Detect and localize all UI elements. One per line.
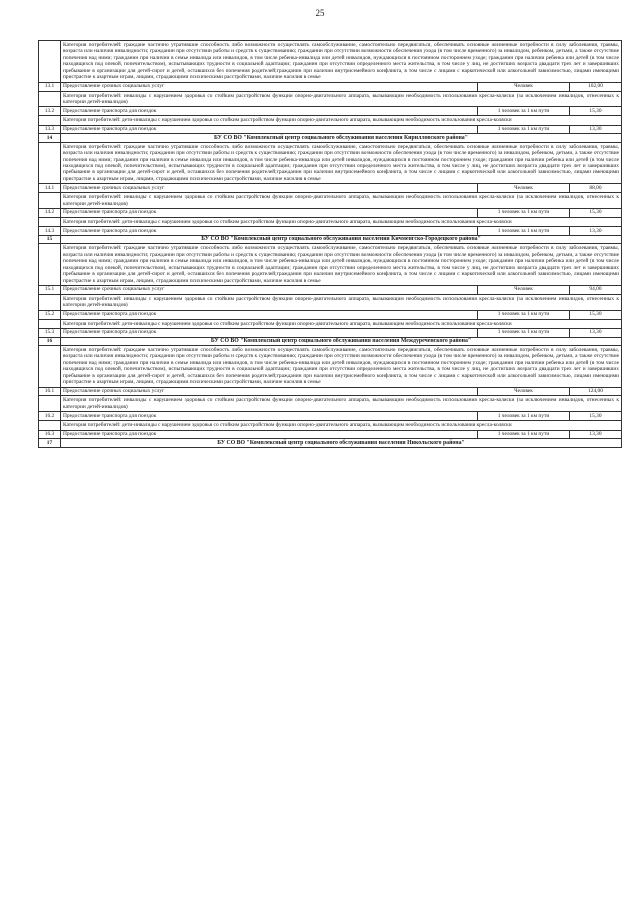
- service-price: 15,30: [569, 107, 621, 116]
- service-name: Предоставление срочных социальных услуг: [61, 387, 478, 396]
- service-unit: 1 человек за 1 км пути: [477, 107, 569, 116]
- service-price: 94,00: [569, 286, 621, 295]
- service-name: Предоставление транспорта для поездок: [61, 310, 478, 319]
- service-unit: 1 человек за 1 км пути: [477, 430, 569, 439]
- row-number-cell: [39, 116, 61, 125]
- service-name: Предоставление транспорта для поездок: [61, 125, 478, 134]
- service-name: Предоставление транспорта для поездок: [61, 328, 478, 337]
- row-number-cell: [39, 396, 61, 412]
- organization-number: 17: [39, 439, 61, 447]
- service-unit: 1 человек за 1 км пути: [477, 328, 569, 337]
- row-number-cell: [39, 345, 61, 387]
- service-price: 13,30: [569, 328, 621, 337]
- service-unit: 1 человек за 1 км пути: [477, 310, 569, 319]
- service-price: 13,30: [569, 125, 621, 134]
- organization-row: [39, 337, 622, 345]
- row-number-cell: [39, 294, 61, 310]
- service-row: [39, 328, 622, 337]
- row-number-cell: [39, 91, 61, 107]
- service-name: Предоставление срочных социальных услуг: [61, 82, 478, 91]
- consumer-category-text: Категория потребителей: инвалиды с нарушением здоровья со стойким расстройством функции опорно-двигательного аппарата, вызывающим необходимость использования кресла-коляски (за исключением инвалидов, отнесенных к категории детей-инвалидов): [61, 193, 622, 209]
- service-price: 124,00: [569, 387, 621, 396]
- category-row: [39, 142, 622, 184]
- organization-number: 16: [39, 337, 61, 345]
- service-number: 13.2: [39, 107, 61, 116]
- service-unit: Человек: [477, 82, 569, 91]
- row-number-cell: [39, 193, 61, 209]
- service-price: 13,30: [569, 430, 621, 439]
- consumer-category-text: Категория потребителей: дети-инвалиды с нарушением здоровья со стойким расстройством функции опорно-двигательного аппарата, вызывающим необходимость использования кресла-коляски: [61, 421, 622, 430]
- service-row: [39, 107, 622, 116]
- organization-name: БУ СО ВО "Комплексный центр социального обслуживания населения Никольского района": [61, 439, 622, 447]
- service-unit: Человек: [477, 184, 569, 193]
- organization-number: 14: [39, 134, 61, 142]
- consumer-category-text: Категория потребителей: инвалиды с нарушением здоровья со стойким расстройством функции опорно-двигательного аппарата, вызывающим необходимость использования кресла-коляски (за исключением инвалидов, отнесенных к категории детей-инвалидов): [61, 396, 622, 412]
- consumer-category-text: Категория потребителей: дети-инвалиды с нарушением здоровья со стойким расстройством функции опорно-двигательного аппарата, вызывающим необходимость использования кресла-коляски: [61, 319, 622, 328]
- service-price: 15,30: [569, 209, 621, 218]
- service-name: Предоставление транспорта для поездок: [61, 430, 478, 439]
- service-row: [39, 286, 622, 295]
- consumer-category-text: Категория потребителей: граждане частично утратившие способность либо возможности осуществлять самообслуживание, самостоятельно передвигаться, обеспечивать основные жизненные потребности в силу заболевания, травмы, возраста или наличия инвалидности; гражданин при отсутствии работы и средств к существованию; гражданин при отсутствии возможности обеспечения ухода (в том числе временного) за инвалидом, ребенком, детьми, а также отсутствие попечения над ними; гражданин при наличии в семье инвалида или инвалидов, в том числе ребенка-инвалида или детей инвалидов, нуждающихся в постоянном постороннем уходе; гражданин при наличии ребенка или детей (в том числе находящихся под опекой, попечительством), испытывающих трудности в социальной адаптации; гражданин при отсутствии определенного места жительства, в том числе у лиц, не достигших возраста двадцати трех лет и завершивших пребывание в организации для детей-сирот и детей, оставшихся без попечения родителей;гражданин при наличии внутрисемейного конфликта, в том числе с лицами с наркотической или алкогольной зависимостью, лицами имеющими пристрастие к азартным играм, лицами, страдающими психическими расстройствами, наличие насилия в семье: [61, 142, 622, 184]
- category-row: [39, 193, 622, 209]
- service-row: [39, 227, 622, 236]
- service-row: [39, 387, 622, 396]
- consumer-category-text: Категория потребителей: инвалиды с нарушением здоровья со стойким расстройством функции опорно-двигательного аппарата, вызывающим необходимость использования кресла-коляски (за исключением инвалидов, отнесенных к категории детей-инвалидов): [61, 91, 622, 107]
- service-row: [39, 430, 622, 439]
- organization-row: [39, 439, 622, 447]
- service-number: 14.3: [39, 227, 61, 236]
- service-price: 102,00: [569, 82, 621, 91]
- service-name: Предоставление срочных социальных услуг: [61, 184, 478, 193]
- tariff-table: [38, 40, 622, 448]
- service-unit: 1 человек за 1 км пути: [477, 412, 569, 421]
- page-number: 25: [315, 8, 325, 18]
- service-number: 13.1: [39, 82, 61, 91]
- service-number: 15.2: [39, 310, 61, 319]
- row-number-cell: [39, 217, 61, 226]
- consumer-category-text: Категория потребителей: дети-инвалиды с нарушением здоровья со стойким расстройством функции опорно-двигательного аппарата, вызывающим необходимость использования кресла-коляски: [61, 217, 622, 226]
- organization-number: 15: [39, 236, 61, 244]
- service-row: [39, 310, 622, 319]
- service-name: Предоставление срочных социальных услуг: [61, 286, 478, 295]
- consumer-category-text: Категория потребителей: граждане частично утратившие способность либо возможности осуществлять самообслуживание, самостоятельно передвигаться, обеспечивать основные жизненные потребности в силу заболевания, травмы, возраста или наличия инвалидности; гражданин при отсутствии работы и средств к существованию; гражданин при отсутствии возможности обеспечения ухода (в том числе временного) за инвалидом, ребенком, детьми, а также отсутствие попечения над ними; гражданин при наличии в семье инвалида или инвалидов, в том числе ребенка-инвалида или детей инвалидов, нуждающихся в постоянном постороннем уходе; гражданин при наличии ребенка или детей (в том числе находящихся под опекой, попечительством), испытывающих трудности в социальной адаптации; гражданин при отсутствии определенного места жительства, в том числе у лиц, не достигших возраста двадцати трех лет и завершивших пребывание в организации для детей-сирот и детей, оставшихся без попечения родителей;гражданин при наличии внутрисемейного конфликта, в том числе с лицами с наркотической или алкогольной зависимостью, лицами имеющими пристрастие к азартным играм, лицами, страдающими психическими расстройствами, наличие насилия в семье: [61, 345, 622, 387]
- service-row: [39, 412, 622, 421]
- service-name: Предоставление транспорта для поездок: [61, 412, 478, 421]
- consumer-category-text: Категория потребителей: граждане частично утратившие способность либо возможности осуществлять самообслуживание, самостоятельно передвигаться, обеспечивать основные жизненные потребности в силу заболевания, травмы, возраста или наличия инвалидности; гражданин при отсутствии работы и средств к существованию; гражданин при отсутствии возможности обеспечения ухода (в том числе временного) за инвалидом, ребенком, детьми, а также отсутствие попечения над ними; гражданин при наличии в семье инвалида или инвалидов, в том числе ребенка-инвалида или детей инвалидов, нуждающихся в постоянном постороннем уходе; гражданин при наличии ребенка или детей (в том числе находящихся под опекой, попечительством), испытывающих трудности в социальной адаптации; гражданин при отсутствии определенного места жительства, в том числе у лиц, не достигших возраста двадцати трех лет и завершивших пребывание в организации для детей-сирот и детей, оставшихся без попечения родителей;гражданин при наличии внутрисемейного конфликта, в том числе с лицами с наркотической или алкогольной зависимостью, лицами имеющими пристрастие к азартным играм, лицами, страдающими психическими расстройствами, наличие насилия в семье: [61, 244, 622, 286]
- row-number-cell: [39, 319, 61, 328]
- organization-name: БУ СО ВО "Комплексный центр социального обслуживания населения Кичменгско-Городецкого района": [61, 236, 622, 244]
- service-number: 14.1: [39, 184, 61, 193]
- organization-name: БУ СО ВО "Комплексный центр социального обслуживания населения Междуреченского района": [61, 337, 622, 345]
- organization-row: [39, 236, 622, 244]
- service-unit: 1 человек за 1 км пути: [477, 209, 569, 218]
- row-number-cell: [39, 142, 61, 184]
- service-row: [39, 82, 622, 91]
- service-name: Предоставление транспорта для поездок: [61, 227, 478, 236]
- category-row: [39, 345, 622, 387]
- service-unit: Человек: [477, 387, 569, 396]
- service-name: Предоставление транспорта для поездок: [61, 209, 478, 218]
- service-number: 15.3: [39, 328, 61, 337]
- service-unit: 1 человек за 1 км пути: [477, 227, 569, 236]
- service-price: 88,00: [569, 184, 621, 193]
- row-number-cell: [39, 41, 61, 83]
- tariff-table-body: [39, 41, 622, 448]
- service-number: 14.2: [39, 209, 61, 218]
- row-number-cell: [39, 421, 61, 430]
- organization-row: [39, 134, 622, 142]
- service-row: [39, 125, 622, 134]
- service-unit: 1 человек за 1 км пути: [477, 125, 569, 134]
- category-row: [39, 244, 622, 286]
- service-row: [39, 209, 622, 218]
- service-price: 15,30: [569, 310, 621, 319]
- service-number: 16.1: [39, 387, 61, 396]
- service-number: 15.1: [39, 286, 61, 295]
- row-number-cell: [39, 244, 61, 286]
- organization-name: БУ СО ВО "Комплексный центр социального обслуживания населения Кирилловского района": [61, 134, 622, 142]
- category-row: [39, 319, 622, 328]
- consumer-category-text: Категория потребителей: дети-инвалиды с нарушением здоровья со стойким расстройством функции опорно-двигательного аппарата, вызывающим необходимость использования кресла-коляски: [61, 116, 622, 125]
- service-price: 13,30: [569, 227, 621, 236]
- category-row: [39, 217, 622, 226]
- service-unit: Человек: [477, 286, 569, 295]
- service-row: [39, 184, 622, 193]
- service-number: 13.3: [39, 125, 61, 134]
- consumer-category-text: Категория потребителей: граждане частично утратившие способность либо возможности осуществлять самообслуживание, самостоятельно передвигаться, обеспечивать основные жизненные потребности в силу заболевания, травмы, возраста или наличия инвалидности; гражданин при отсутствии работы и средств к существованию; гражданин при отсутствии возможности обеспечения ухода (в том числе временного) за инвалидом, ребенком, детьми, а также отсутствие попечения над ними; гражданин при наличии в семье инвалида или инвалидов, в том числе ребенка-инвалида или детей инвалидов, нуждающихся в постоянном постороннем уходе; гражданин при наличии ребенка или детей (в том числе находящихся под опекой, попечительством), испытывающих трудности в социальной адаптации; гражданин при отсутствии определенного места жительства, в том числе у лиц, не достигших возраста двадцати трех лет и завершивших пребывание в организации для детей-сирот и детей, оставшихся без попечения родителей;гражданин при наличии внутрисемейного конфликта, в том числе с лицами с наркотической или алкогольной зависимостью, лицами имеющими пристрастие к азартным играм, лицами, страдающими психическими расстройствами, наличие насилия в семье: [61, 41, 622, 83]
- service-number: 16.2: [39, 412, 61, 421]
- category-row: [39, 294, 622, 310]
- category-row: [39, 41, 622, 83]
- service-number: 16.3: [39, 430, 61, 439]
- category-row: [39, 116, 622, 125]
- category-row: [39, 91, 622, 107]
- consumer-category-text: Категория потребителей: инвалиды с нарушением здоровья со стойким расстройством функции опорно-двигательного аппарата, вызывающим необходимость использования кресла-коляски (за исключением инвалидов, отнесенных к категории детей-инвалидов): [61, 294, 622, 310]
- service-name: Предоставление транспорта для поездок: [61, 107, 478, 116]
- category-row: [39, 421, 622, 430]
- service-price: 15,30: [569, 412, 621, 421]
- category-row: [39, 396, 622, 412]
